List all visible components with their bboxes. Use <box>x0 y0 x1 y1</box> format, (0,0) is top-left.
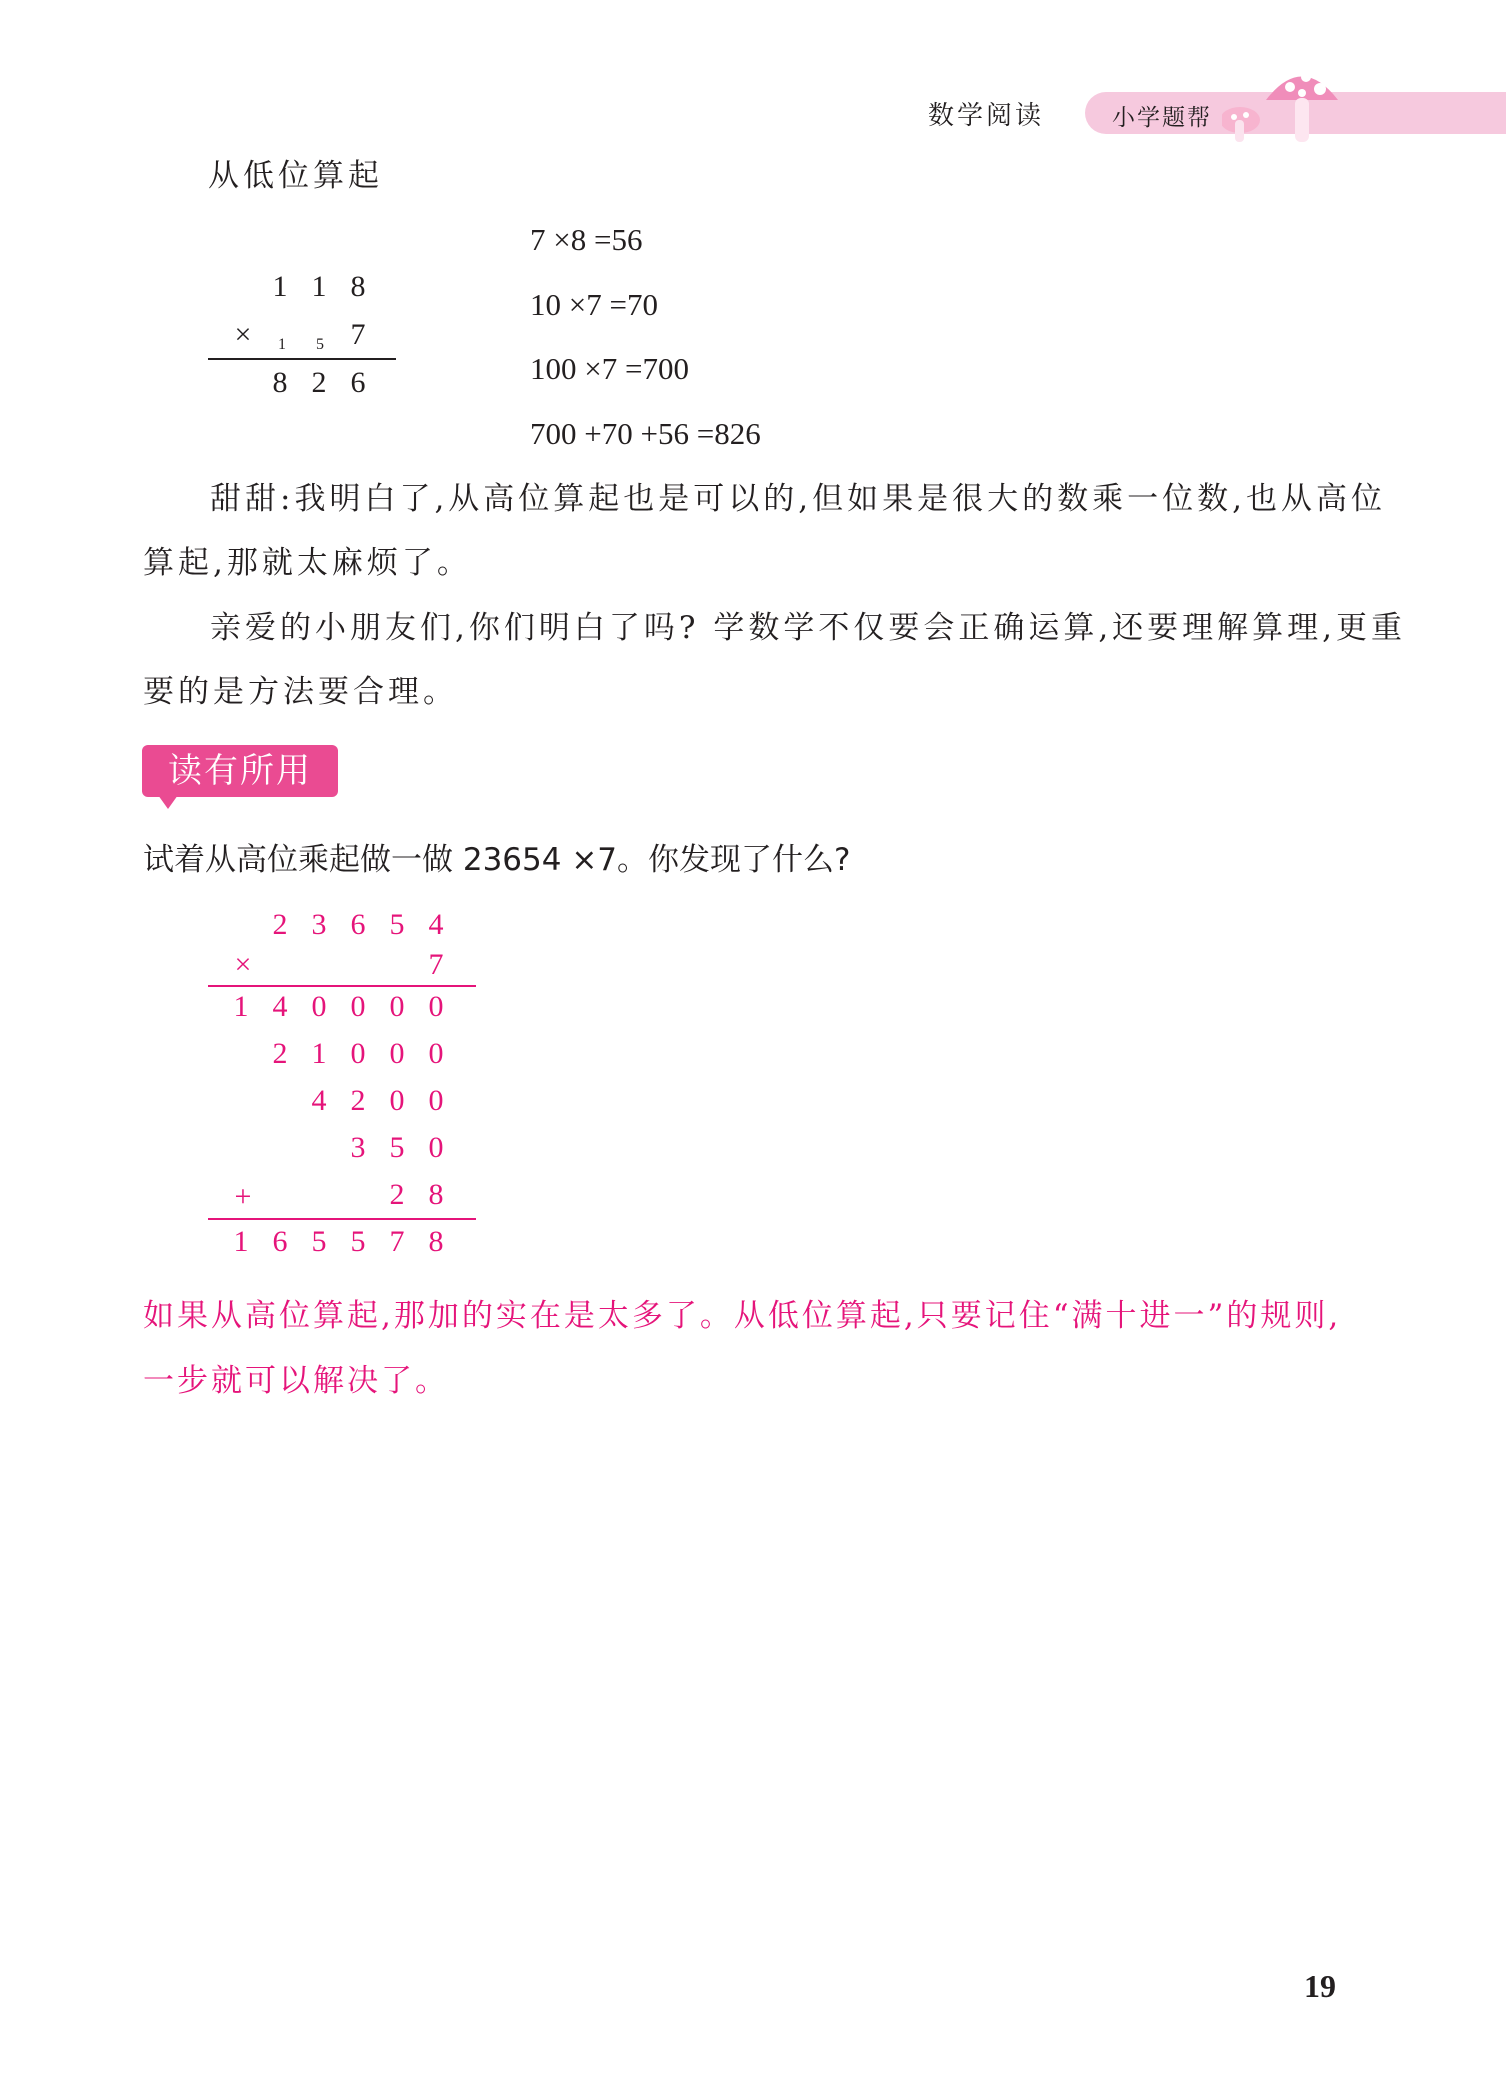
digit: 1 <box>233 990 249 1023</box>
carry-digit: 5 <box>316 336 324 353</box>
digit: 4 <box>428 908 444 941</box>
digit: 7 <box>389 1225 405 1258</box>
header-tag: 小学题帮 <box>1112 105 1212 131</box>
digit: 1 <box>233 1225 249 1258</box>
digit: 2 <box>272 908 288 941</box>
paragraph-line: 要的是方法要合理。 <box>143 674 458 710</box>
digit: 0 <box>428 1037 444 1070</box>
question: 试着从高位乘起做一做 23654 ×7。你发现了什么? <box>143 842 851 878</box>
digit: 8 <box>350 270 366 303</box>
step-3: 100 ×7 =700 <box>530 351 689 386</box>
step-4: 700 +70 +56 =826 <box>530 416 761 451</box>
answer-line: 一步就可以解决了。 <box>143 1363 449 1399</box>
example-heading: 从低位算起 <box>208 158 383 194</box>
digit: 1 <box>311 1037 327 1070</box>
digit: 0 <box>428 1131 444 1164</box>
digit: 0 <box>389 1037 405 1070</box>
digit: 0 <box>350 990 366 1023</box>
carry-digit: 1 <box>278 336 286 353</box>
page-number: 19 <box>1304 1968 1336 2004</box>
step-2: 10 ×7 =70 <box>530 287 658 322</box>
digit: 5 <box>389 908 405 941</box>
digit: 0 <box>428 1084 444 1117</box>
digit: 5 <box>311 1225 327 1258</box>
answer-line: 如果从高位算起,那加的实在是太多了。从低位算起,只要记住“满十进一”的规则, <box>143 1298 1342 1334</box>
digit: 1 <box>272 270 288 303</box>
paragraph-line: 甜甜:我明白了,从高位算起也是可以的,但如果是很大的数乘一位数,也从高位 <box>210 481 1387 517</box>
digit: 2 <box>350 1084 366 1117</box>
divider <box>208 1218 476 1220</box>
step-1: 7 ×8 =56 <box>530 222 643 257</box>
digit: 0 <box>350 1037 366 1070</box>
digit: 6 <box>350 366 366 399</box>
digit: 4 <box>272 990 288 1023</box>
divider <box>208 985 476 987</box>
digit: 7 <box>350 318 366 351</box>
digit: 6 <box>272 1225 288 1258</box>
digit: 5 <box>389 1131 405 1164</box>
digit: 7 <box>428 948 444 981</box>
digit: 0 <box>389 1084 405 1117</box>
digit: 8 <box>428 1225 444 1258</box>
digit: 4 <box>311 1084 327 1117</box>
digit: 0 <box>389 990 405 1023</box>
section-title: 读有所用 <box>168 751 312 791</box>
digit: 0 <box>428 990 444 1023</box>
times-operator: × <box>234 948 252 981</box>
book-title: 数学阅读 <box>928 101 1045 131</box>
plus-operator: + <box>234 1180 252 1213</box>
paragraph-line: 算起,那就太麻烦了。 <box>143 545 472 581</box>
digit: 8 <box>272 366 288 399</box>
digit: 8 <box>428 1178 444 1211</box>
digit: 2 <box>311 366 327 399</box>
digit: 3 <box>350 1131 366 1164</box>
digit: 2 <box>272 1037 288 1070</box>
digit: 6 <box>350 908 366 941</box>
section-badge-tail <box>158 795 178 809</box>
digit: 5 <box>350 1225 366 1258</box>
times-operator: × <box>234 318 252 351</box>
paragraph-line: 亲爱的小朋友们,你们明白了吗? 学数学不仅要会正确运算,还要理解算理,更重 <box>210 610 1407 646</box>
digit: 0 <box>311 990 327 1023</box>
divider <box>208 358 396 360</box>
digit: 1 <box>311 270 327 303</box>
digit: 3 <box>311 908 327 941</box>
mushroom-icon <box>1222 55 1342 150</box>
digit: 2 <box>389 1178 405 1211</box>
